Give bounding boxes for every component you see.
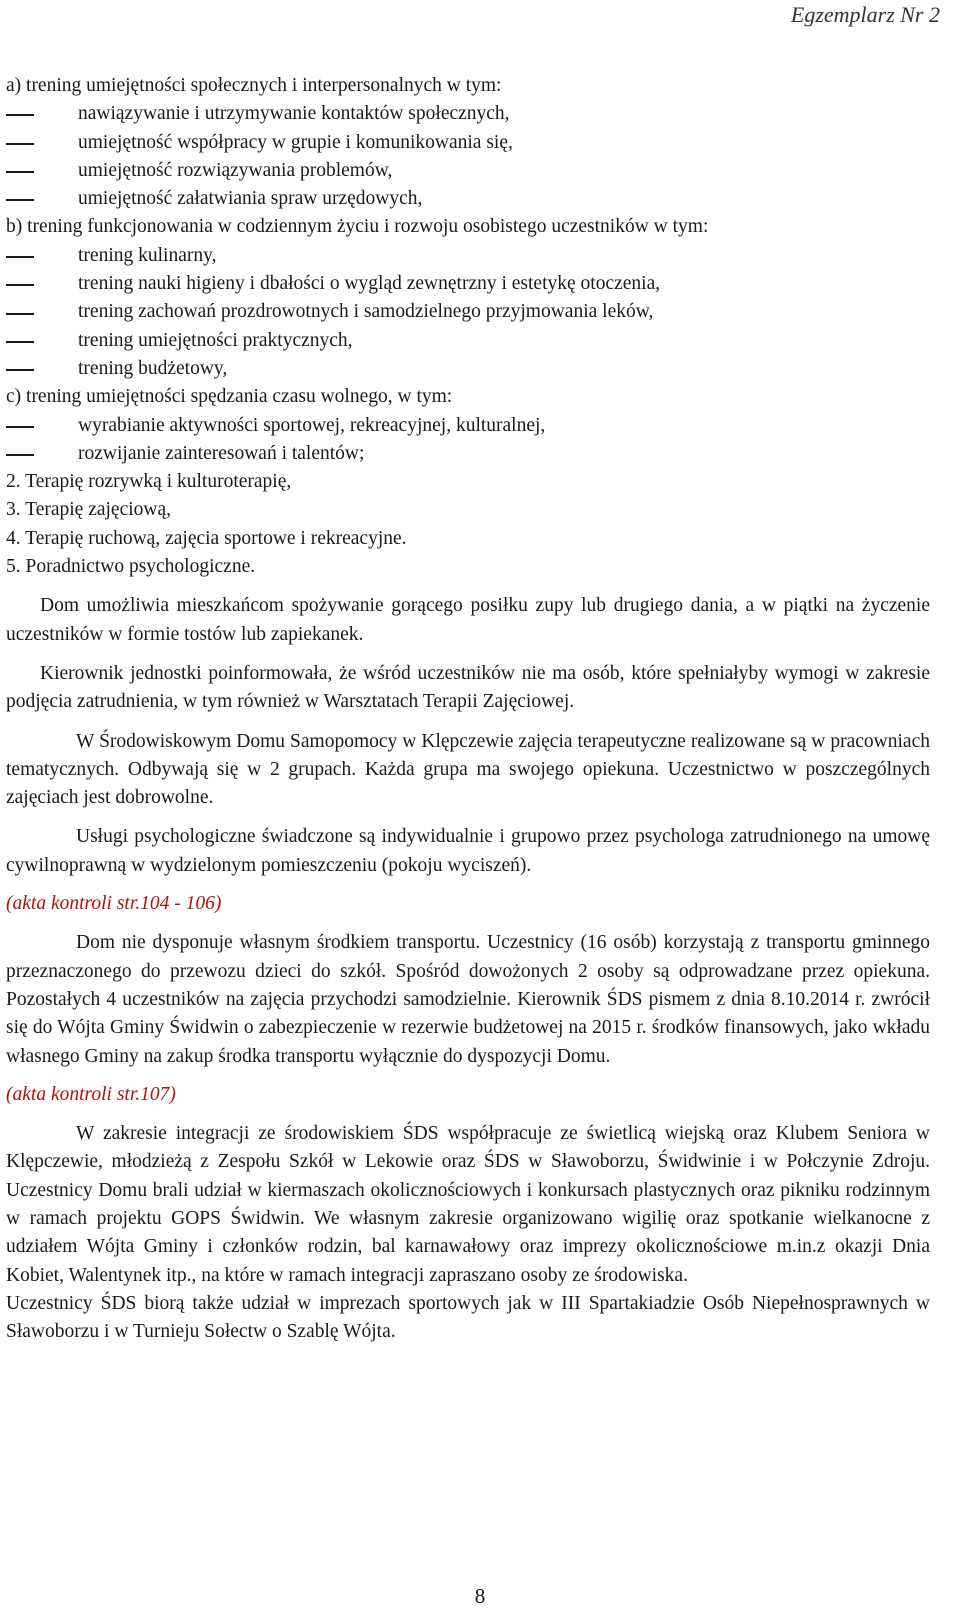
dash-bullet-icon [6,256,34,258]
reference-note: (akta kontroli str.104 - 106) [6,893,222,915]
list-c-title: c) trening umiejętności spędzania czasu wolnego, w tym: [6,386,453,408]
list-item: nawiązywanie i utrzymywanie kontaktów społecznych, [6,100,930,128]
list-item: umiejętność załatwiania spraw urzędowych, [6,185,930,213]
document-body [6,72,930,1346]
list-item: wyrabianie aktywności sportowej, rekreacyjnej, kulturalnej, [6,412,930,440]
list-a-title: a) trening umiejętności społecznych i interpersonalnych w tym: [6,75,502,96]
list-item: trening kulinarny, [6,242,930,270]
paragraph-employment: Kierownik jednostki poinformowała, że wśród uczestników nie ma osób, które spełniałyby wymogi w zakresie podjęcia zatrudnienia, w tym również w Warsztatach Terapii Zajęciowej. [6,662,930,713]
list-b-title: b) trening funkcjonowania w codziennym życiu i rozwoju osobistego uczestników w tym: [6,216,709,238]
list-item: trening budżetowy, [6,355,930,383]
reference-note: (akta kontroli str.107) [6,1083,176,1105]
list-item: rozwijanie zainteresowań i talentów; [6,440,930,468]
paragraph-meals: Dom umożliwia mieszkańcom spożywanie gorącego posiłku zupy lub drugiego dania, a w piątki na życzenie uczestników w formie tostów lub zapiekanek. [6,595,930,645]
paragraph-sports: Uczestnicy ŚDS biorą także udział w imprezach sportowych jak w III Spartakiadzie Osób Niepełnosprawnych w Sławoborzu i w Turnieju Sołectw o Szablę Wójta. [6,1292,930,1343]
page-number: 8 [474,1584,486,1608]
numbered-item: 5. Poradnictwo psychologiczne. [6,556,256,578]
list-item: umiejętność współpracy w grupie i komunikowania się, [6,129,930,157]
dash-bullet-icon [6,454,34,456]
dash-bullet-icon [6,114,34,116]
paragraph-integration: W zakresie integracji ze środowiskiem ŚDS współpracuje ze świetlicą wiejską oraz Klubem Seniora w Klępczewie, młodzieżą z Zespołu Szkół w Lekowie oraz ŚDS w Sławoborzu, Świdwinie i w Połczynie Zdroju. Uczestnicy Domu brali udział w kiermaszach okolicznościowych i konkursach plastycznych oraz pikniku rodzinnym w ramach projektu GOPS Świdwin. We własnym zakresie organizowano wigilię oraz spotkanie wielkanocne z udziałem Wójta Gminy i członków rodzin, bal karnawałowy oraz imprezy okolicznościowe m.in.z okazji Dnia Kobiet, Walentynek itp., na które w ramach integracji zapraszano osoby ze środowiska. [6,1123,930,1286]
dash-bullet-icon [6,143,34,145]
numbered-item: 3. Terapię zajęciową, [6,499,172,521]
paragraph-transport: Dom nie dysponuje własnym środkiem transportu. Uczestnicy (16 osób) korzystają z transportu gminnego przeznaczonego do przewozu dzieci do szkół. Spośród dowożonych 2 osoby są odprowadzane przez opiekuna. Pozostałych 4 uczestników na zajęcia przychodzi samodzielnie. Kierownik ŚDS pismem z dnia 8.10.2014 r. zwrócił się do Wójta Gminy Świdwin o zabezpieczenie w rezerwie budżetowej na 2015 r. środków finansowych, jako wkładu własnego Gminy na zakup środka transportu wyłącznie do dyspozycji Domu. [6,932,930,1067]
paragraph-psychology: Usługi psychologiczne świadczone są indywidualnie i grupowo przez psychologa zatrudnionego na umowę cywilnoprawną w wydzielonym pomieszczeniu (pokoju wyciszeń). [6,826,930,876]
list-item: trening zachowań prozdrowotnych i samodzielnego przyjmowania leków, [6,298,930,326]
dash-bullet-icon [6,284,34,286]
numbered-item: 4. Terapię ruchową, zajęcia sportowe i rekreacyjne. [6,527,407,549]
list-item: trening umiejętności praktycznych, [6,327,930,355]
dash-bullet-icon [6,313,34,315]
dash-bullet-icon [6,341,34,343]
dash-bullet-icon [6,426,34,428]
list-item: trening nauki higieny i dbałości o wygląd zewnętrzny i estetykę otoczenia, [6,270,930,298]
list-item: umiejętność rozwiązywania problemów, [6,157,930,185]
paragraph-therapy: W Środowiskowym Domu Samopomocy w Klępczewie zajęcia terapeutyczne realizowane są w pracowniach tematycznych. Odbywają się w 2 grupach. Każda grupa ma swojego opiekuna. Uczestnictwo w poszczególnych zajęciach jest dobrowolne. [6,730,930,809]
dash-bullet-icon [6,369,34,371]
dash-bullet-icon [6,171,34,173]
copy-number-header: Egzemplarz Nr 2 [790,2,940,27]
dash-bullet-icon [6,199,34,201]
numbered-item: 2. Terapię rozrywką i kulturoterapię, [6,471,292,493]
